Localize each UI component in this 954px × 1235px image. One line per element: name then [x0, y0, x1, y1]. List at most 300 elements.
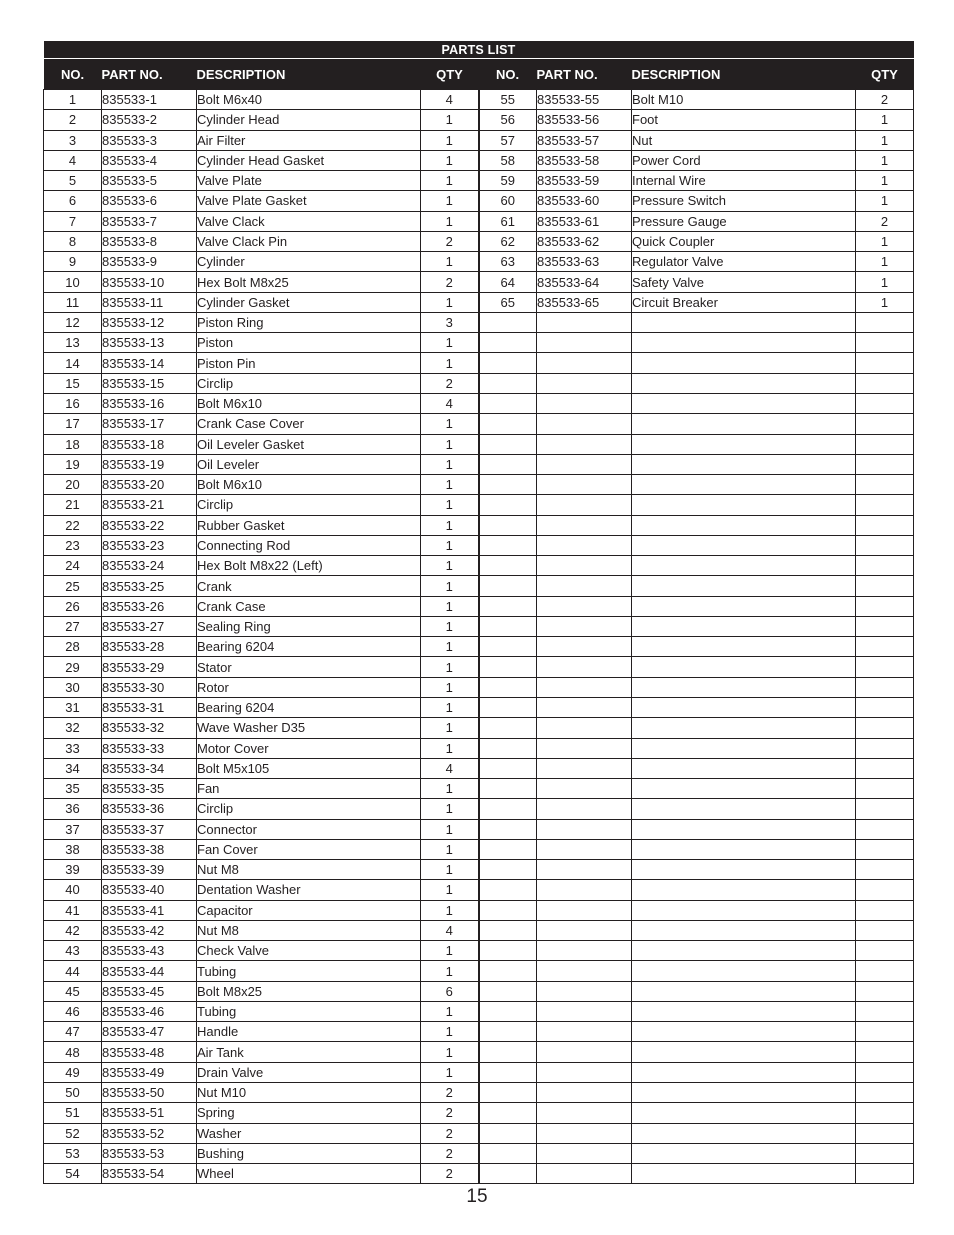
- table-row: [44, 920, 914, 940]
- header-part-no-left: PART NO.: [102, 59, 197, 90]
- left-description-cell: Piston Pin: [197, 353, 421, 373]
- left-qty-cell: 1: [421, 1022, 479, 1042]
- left-part-no-cell: 835533-50: [102, 1083, 197, 1103]
- left-description-cell: Stator: [197, 657, 421, 677]
- left-no-cell: 40: [44, 880, 102, 900]
- right-part-no-cell: [537, 454, 632, 474]
- right-part-no-cell: [537, 1062, 632, 1082]
- left-description-cell: Valve Plate Gasket: [197, 191, 421, 211]
- right-part-no-cell: 835533-60: [537, 191, 632, 211]
- right-qty-cell: 1: [856, 191, 914, 211]
- right-no-cell: 63: [479, 252, 537, 272]
- left-qty-cell: 1: [421, 110, 479, 130]
- left-no-cell: 54: [44, 1164, 102, 1184]
- right-no-cell: 59: [479, 171, 537, 191]
- right-description-cell: [632, 961, 856, 981]
- right-no-cell: 65: [479, 292, 537, 312]
- right-part-no-cell: 835533-65: [537, 292, 632, 312]
- right-description-cell: [632, 738, 856, 758]
- left-no-cell: 48: [44, 1042, 102, 1062]
- left-description-cell: Capacitor: [197, 900, 421, 920]
- table-row: [44, 252, 914, 272]
- left-description-cell: Cylinder: [197, 252, 421, 272]
- column-header-row: [44, 59, 914, 90]
- left-no-cell: 23: [44, 535, 102, 555]
- right-part-no-cell: [537, 677, 632, 697]
- right-no-cell: [479, 312, 537, 332]
- right-qty-cell: [856, 312, 914, 332]
- left-part-no-cell: 835533-47: [102, 1022, 197, 1042]
- right-part-no-cell: 835533-55: [537, 90, 632, 110]
- right-qty-cell: [856, 880, 914, 900]
- left-no-cell: 34: [44, 758, 102, 778]
- left-qty-cell: 1: [421, 900, 479, 920]
- right-part-no-cell: [537, 312, 632, 332]
- right-part-no-cell: [537, 475, 632, 495]
- left-part-no-cell: 835533-28: [102, 637, 197, 657]
- right-no-cell: 56: [479, 110, 537, 130]
- left-no-cell: 12: [44, 312, 102, 332]
- left-part-no-cell: 835533-40: [102, 880, 197, 900]
- table-row: [44, 576, 914, 596]
- left-part-no-cell: 835533-24: [102, 556, 197, 576]
- left-qty-cell: 1: [421, 454, 479, 474]
- right-description-cell: [632, 556, 856, 576]
- right-description-cell: Bolt M10: [632, 90, 856, 110]
- right-qty-cell: [856, 961, 914, 981]
- table-row: [44, 718, 914, 738]
- right-no-cell: [479, 961, 537, 981]
- left-description-cell: Rotor: [197, 677, 421, 697]
- left-part-no-cell: 835533-25: [102, 576, 197, 596]
- left-description-cell: Cylinder Head Gasket: [197, 150, 421, 170]
- right-qty-cell: [856, 333, 914, 353]
- right-qty-cell: [856, 1103, 914, 1123]
- right-description-cell: [632, 393, 856, 413]
- left-description-cell: Cylinder Head: [197, 110, 421, 130]
- right-qty-cell: [856, 738, 914, 758]
- right-part-no-cell: [537, 860, 632, 880]
- right-part-no-cell: [537, 556, 632, 576]
- right-part-no-cell: [537, 616, 632, 636]
- table-row: [44, 495, 914, 515]
- table-row: [44, 1022, 914, 1042]
- left-description-cell: Bolt M6x10: [197, 475, 421, 495]
- left-qty-cell: 1: [421, 677, 479, 697]
- right-no-cell: [479, 596, 537, 616]
- right-part-no-cell: 835533-57: [537, 130, 632, 150]
- right-no-cell: [479, 373, 537, 393]
- left-qty-cell: 2: [421, 1083, 479, 1103]
- left-qty-cell: 1: [421, 637, 479, 657]
- parts-list-body: [44, 90, 914, 1184]
- right-part-no-cell: [537, 1143, 632, 1163]
- left-no-cell: 14: [44, 353, 102, 373]
- left-description-cell: Bushing: [197, 1143, 421, 1163]
- right-description-cell: [632, 1164, 856, 1184]
- right-qty-cell: [856, 495, 914, 515]
- right-description-cell: [632, 333, 856, 353]
- table-row: [44, 1083, 914, 1103]
- left-qty-cell: 2: [421, 231, 479, 251]
- left-qty-cell: 1: [421, 434, 479, 454]
- left-qty-cell: 2: [421, 1103, 479, 1123]
- right-part-no-cell: [537, 799, 632, 819]
- left-description-cell: Circlip: [197, 373, 421, 393]
- right-part-no-cell: [537, 758, 632, 778]
- right-part-no-cell: [537, 657, 632, 677]
- left-part-no-cell: 835533-2: [102, 110, 197, 130]
- table-row: [44, 211, 914, 231]
- table-row: [44, 1042, 914, 1062]
- right-no-cell: [479, 779, 537, 799]
- right-part-no-cell: [537, 981, 632, 1001]
- right-part-no-cell: 835533-62: [537, 231, 632, 251]
- left-no-cell: 17: [44, 414, 102, 434]
- table-row: [44, 1062, 914, 1082]
- right-no-cell: 62: [479, 231, 537, 251]
- left-part-no-cell: 835533-16: [102, 393, 197, 413]
- left-qty-cell: 1: [421, 657, 479, 677]
- left-qty-cell: 1: [421, 535, 479, 555]
- left-no-cell: 37: [44, 819, 102, 839]
- right-description-cell: [632, 495, 856, 515]
- right-no-cell: [479, 819, 537, 839]
- right-qty-cell: [856, 637, 914, 657]
- left-part-no-cell: 835533-9: [102, 252, 197, 272]
- right-no-cell: [479, 920, 537, 940]
- header-qty-left: QTY: [421, 59, 479, 90]
- left-description-cell: Bearing 6204: [197, 697, 421, 717]
- right-qty-cell: [856, 779, 914, 799]
- table-row: [44, 880, 914, 900]
- right-part-no-cell: [537, 697, 632, 717]
- right-no-cell: 55: [479, 90, 537, 110]
- left-no-cell: 38: [44, 839, 102, 859]
- table-row: [44, 373, 914, 393]
- left-part-no-cell: 835533-15: [102, 373, 197, 393]
- left-qty-cell: 2: [421, 272, 479, 292]
- table-row: [44, 637, 914, 657]
- right-no-cell: [479, 1062, 537, 1082]
- table-row: [44, 900, 914, 920]
- table-row: [44, 535, 914, 555]
- left-description-cell: Motor Cover: [197, 738, 421, 758]
- right-description-cell: [632, 758, 856, 778]
- right-description-cell: [632, 637, 856, 657]
- table-row: [44, 616, 914, 636]
- right-part-no-cell: [537, 596, 632, 616]
- right-no-cell: [479, 697, 537, 717]
- right-description-cell: [632, 454, 856, 474]
- table-row: [44, 1143, 914, 1163]
- left-qty-cell: 1: [421, 150, 479, 170]
- left-no-cell: 32: [44, 718, 102, 738]
- left-description-cell: Nut M8: [197, 860, 421, 880]
- table-row: [44, 414, 914, 434]
- right-no-cell: [479, 616, 537, 636]
- left-qty-cell: 1: [421, 697, 479, 717]
- parts-list-title: PARTS LIST: [44, 41, 914, 59]
- left-part-no-cell: 835533-36: [102, 799, 197, 819]
- right-part-no-cell: [537, 738, 632, 758]
- right-description-cell: [632, 515, 856, 535]
- left-qty-cell: 4: [421, 90, 479, 110]
- right-qty-cell: [856, 981, 914, 1001]
- left-qty-cell: 1: [421, 1001, 479, 1021]
- left-part-no-cell: 835533-17: [102, 414, 197, 434]
- right-description-cell: Regulator Valve: [632, 252, 856, 272]
- right-description-cell: [632, 414, 856, 434]
- table-row: [44, 171, 914, 191]
- left-description-cell: Handle: [197, 1022, 421, 1042]
- header-no-left: NO.: [44, 59, 102, 90]
- left-part-no-cell: 835533-45: [102, 981, 197, 1001]
- table-row: [44, 353, 914, 373]
- right-qty-cell: [856, 819, 914, 839]
- left-description-cell: Bolt M6x10: [197, 393, 421, 413]
- right-qty-cell: [856, 515, 914, 535]
- left-qty-cell: 1: [421, 292, 479, 312]
- right-qty-cell: [856, 758, 914, 778]
- left-qty-cell: 2: [421, 1164, 479, 1184]
- left-description-cell: Hex Bolt M8x25: [197, 272, 421, 292]
- right-qty-cell: [856, 1042, 914, 1062]
- right-part-no-cell: [537, 1022, 632, 1042]
- right-description-cell: [632, 434, 856, 454]
- right-no-cell: [479, 839, 537, 859]
- left-description-cell: Rubber Gasket: [197, 515, 421, 535]
- right-qty-cell: [856, 718, 914, 738]
- left-description-cell: Wheel: [197, 1164, 421, 1184]
- right-qty-cell: 1: [856, 110, 914, 130]
- right-description-cell: [632, 1001, 856, 1021]
- right-qty-cell: [856, 434, 914, 454]
- table-row: [44, 272, 914, 292]
- right-qty-cell: [856, 1062, 914, 1082]
- right-description-cell: [632, 900, 856, 920]
- header-description-right: DESCRIPTION: [632, 59, 856, 90]
- left-no-cell: 47: [44, 1022, 102, 1042]
- right-qty-cell: 1: [856, 292, 914, 312]
- left-description-cell: Washer: [197, 1123, 421, 1143]
- table-row: [44, 779, 914, 799]
- left-part-no-cell: 835533-48: [102, 1042, 197, 1062]
- right-description-cell: [632, 353, 856, 373]
- left-qty-cell: 1: [421, 475, 479, 495]
- left-no-cell: 28: [44, 637, 102, 657]
- right-qty-cell: [856, 353, 914, 373]
- left-no-cell: 29: [44, 657, 102, 677]
- left-description-cell: Nut M10: [197, 1083, 421, 1103]
- right-no-cell: [479, 1001, 537, 1021]
- right-no-cell: [479, 941, 537, 961]
- right-part-no-cell: 835533-64: [537, 272, 632, 292]
- right-no-cell: [479, 981, 537, 1001]
- left-qty-cell: 4: [421, 393, 479, 413]
- right-no-cell: [479, 1143, 537, 1163]
- right-description-cell: [632, 1083, 856, 1103]
- left-part-no-cell: 835533-30: [102, 677, 197, 697]
- right-no-cell: [479, 1103, 537, 1123]
- right-qty-cell: [856, 596, 914, 616]
- left-no-cell: 1: [44, 90, 102, 110]
- left-qty-cell: 1: [421, 880, 479, 900]
- left-part-no-cell: 835533-11: [102, 292, 197, 312]
- left-qty-cell: 1: [421, 576, 479, 596]
- right-qty-cell: [856, 920, 914, 940]
- table-row: [44, 393, 914, 413]
- right-no-cell: [479, 799, 537, 819]
- right-no-cell: 57: [479, 130, 537, 150]
- table-row: [44, 333, 914, 353]
- left-no-cell: 41: [44, 900, 102, 920]
- right-part-no-cell: [537, 576, 632, 596]
- left-description-cell: Crank Case Cover: [197, 414, 421, 434]
- right-part-no-cell: [537, 819, 632, 839]
- right-part-no-cell: [537, 637, 632, 657]
- left-part-no-cell: 835533-27: [102, 616, 197, 636]
- left-description-cell: Valve Clack Pin: [197, 231, 421, 251]
- right-qty-cell: [856, 454, 914, 474]
- left-no-cell: 52: [44, 1123, 102, 1143]
- left-description-cell: Connecting Rod: [197, 535, 421, 555]
- left-description-cell: Wave Washer D35: [197, 718, 421, 738]
- left-qty-cell: 1: [421, 779, 479, 799]
- right-no-cell: [479, 900, 537, 920]
- left-no-cell: 10: [44, 272, 102, 292]
- right-description-cell: Internal Wire: [632, 171, 856, 191]
- right-qty-cell: 1: [856, 272, 914, 292]
- left-description-cell: Bolt M5x105: [197, 758, 421, 778]
- right-part-no-cell: [537, 1083, 632, 1103]
- right-description-cell: [632, 779, 856, 799]
- left-qty-cell: 1: [421, 211, 479, 231]
- left-description-cell: Air Tank: [197, 1042, 421, 1062]
- left-part-no-cell: 835533-31: [102, 697, 197, 717]
- right-part-no-cell: [537, 1164, 632, 1184]
- right-qty-cell: [856, 941, 914, 961]
- table-row: [44, 799, 914, 819]
- right-no-cell: [479, 353, 537, 373]
- left-qty-cell: 2: [421, 1143, 479, 1163]
- right-description-cell: Pressure Gauge: [632, 211, 856, 231]
- left-qty-cell: 1: [421, 171, 479, 191]
- right-no-cell: [479, 758, 537, 778]
- left-description-cell: Circlip: [197, 495, 421, 515]
- left-part-no-cell: 835533-44: [102, 961, 197, 981]
- table-row: [44, 130, 914, 150]
- left-no-cell: 50: [44, 1083, 102, 1103]
- left-qty-cell: 1: [421, 353, 479, 373]
- right-qty-cell: [856, 1123, 914, 1143]
- right-part-no-cell: [537, 1042, 632, 1062]
- right-description-cell: [632, 880, 856, 900]
- right-description-cell: [632, 718, 856, 738]
- right-part-no-cell: 835533-63: [537, 252, 632, 272]
- right-no-cell: 64: [479, 272, 537, 292]
- left-part-no-cell: 835533-52: [102, 1123, 197, 1143]
- left-description-cell: Connector: [197, 819, 421, 839]
- left-part-no-cell: 835533-54: [102, 1164, 197, 1184]
- right-qty-cell: [856, 799, 914, 819]
- left-description-cell: Valve Clack: [197, 211, 421, 231]
- left-part-no-cell: 835533-20: [102, 475, 197, 495]
- right-description-cell: [632, 1062, 856, 1082]
- table-row: [44, 657, 914, 677]
- right-no-cell: 61: [479, 211, 537, 231]
- table-row: [44, 596, 914, 616]
- left-no-cell: 39: [44, 860, 102, 880]
- left-description-cell: Oil Leveler Gasket: [197, 434, 421, 454]
- left-qty-cell: 1: [421, 961, 479, 981]
- left-description-cell: Air Filter: [197, 130, 421, 150]
- right-description-cell: [632, 1103, 856, 1123]
- right-no-cell: [479, 454, 537, 474]
- right-qty-cell: 1: [856, 150, 914, 170]
- left-description-cell: Drain Valve: [197, 1062, 421, 1082]
- left-qty-cell: 2: [421, 1123, 479, 1143]
- right-description-cell: [632, 819, 856, 839]
- right-qty-cell: 1: [856, 130, 914, 150]
- right-description-cell: [632, 1042, 856, 1062]
- right-qty-cell: [856, 839, 914, 859]
- table-row: [44, 738, 914, 758]
- left-part-no-cell: 835533-13: [102, 333, 197, 353]
- left-no-cell: 20: [44, 475, 102, 495]
- header-no-right: NO.: [479, 59, 537, 90]
- left-description-cell: Crank: [197, 576, 421, 596]
- right-description-cell: [632, 799, 856, 819]
- left-part-no-cell: 835533-37: [102, 819, 197, 839]
- left-qty-cell: 2: [421, 373, 479, 393]
- left-no-cell: 6: [44, 191, 102, 211]
- left-no-cell: 44: [44, 961, 102, 981]
- left-no-cell: 5: [44, 171, 102, 191]
- left-no-cell: 15: [44, 373, 102, 393]
- left-no-cell: 7: [44, 211, 102, 231]
- right-no-cell: [479, 1123, 537, 1143]
- left-part-no-cell: 835533-10: [102, 272, 197, 292]
- table-row: [44, 758, 914, 778]
- left-no-cell: 46: [44, 1001, 102, 1021]
- right-no-cell: [479, 657, 537, 677]
- left-qty-cell: 1: [421, 941, 479, 961]
- table-row: [44, 312, 914, 332]
- left-no-cell: 25: [44, 576, 102, 596]
- left-qty-cell: 1: [421, 1042, 479, 1062]
- right-description-cell: [632, 1123, 856, 1143]
- right-description-cell: [632, 839, 856, 859]
- table-row: [44, 292, 914, 312]
- left-no-cell: 22: [44, 515, 102, 535]
- right-no-cell: [479, 1022, 537, 1042]
- left-qty-cell: 1: [421, 1062, 479, 1082]
- left-no-cell: 8: [44, 231, 102, 251]
- right-part-no-cell: [537, 941, 632, 961]
- left-part-no-cell: 835533-4: [102, 150, 197, 170]
- left-qty-cell: 1: [421, 839, 479, 859]
- left-description-cell: Crank Case: [197, 596, 421, 616]
- left-description-cell: Tubing: [197, 1001, 421, 1021]
- right-description-cell: [632, 981, 856, 1001]
- right-description-cell: [632, 677, 856, 697]
- left-no-cell: 13: [44, 333, 102, 353]
- left-description-cell: Piston: [197, 333, 421, 353]
- right-qty-cell: [856, 373, 914, 393]
- left-description-cell: Nut M8: [197, 920, 421, 940]
- left-part-no-cell: 835533-53: [102, 1143, 197, 1163]
